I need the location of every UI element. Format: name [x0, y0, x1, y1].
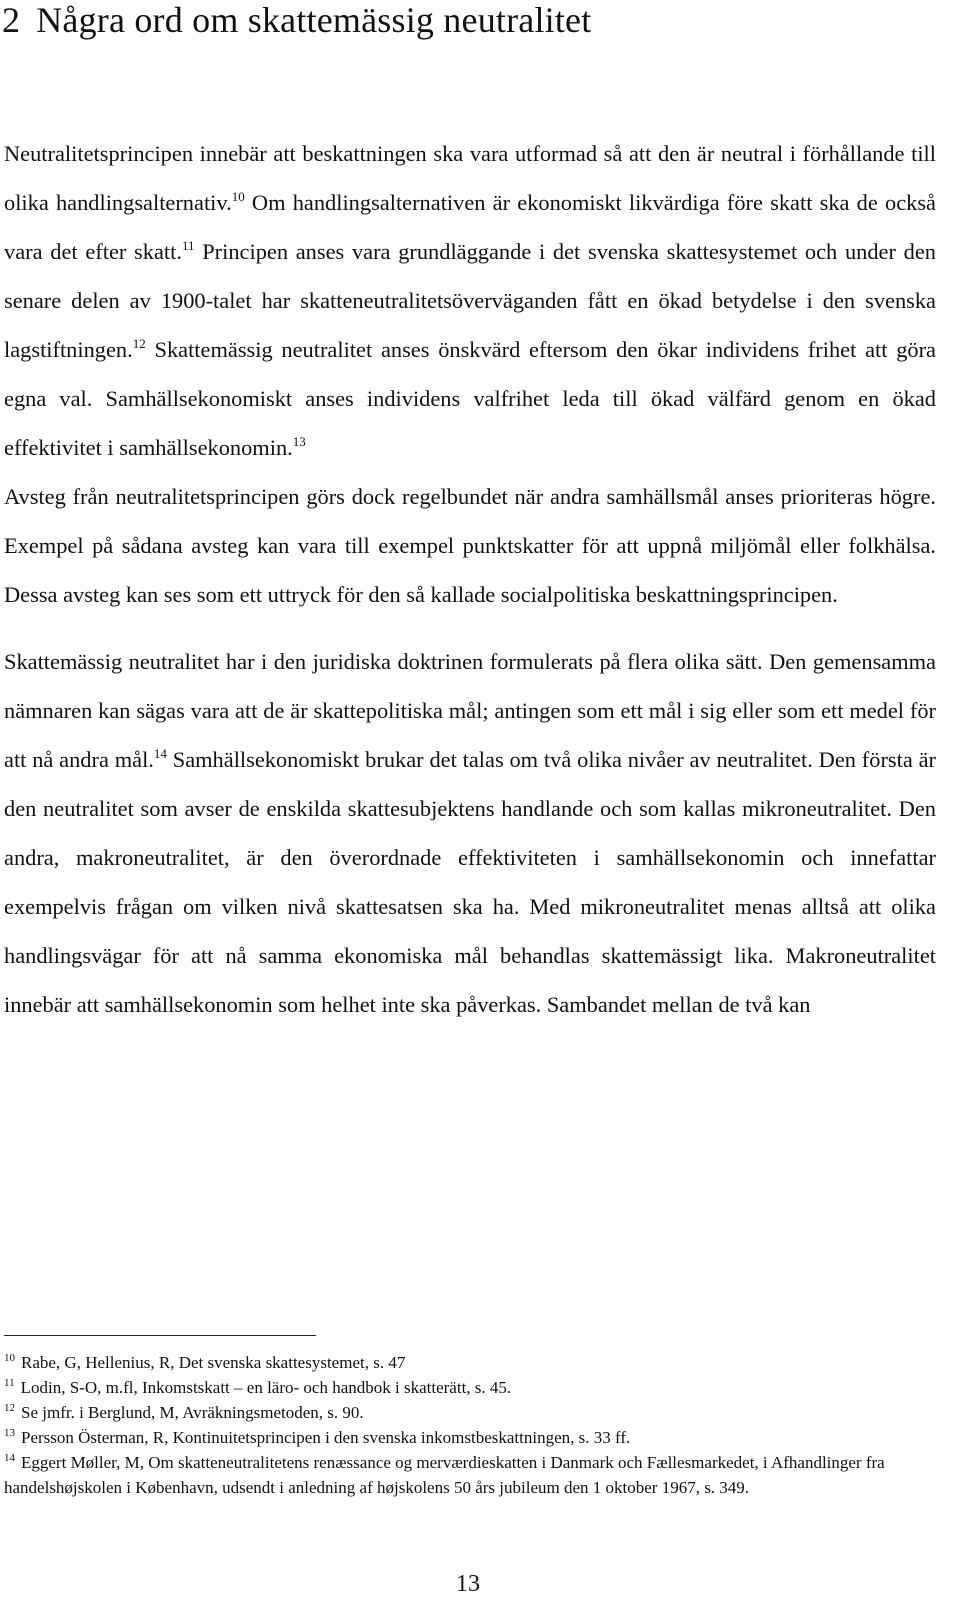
paragraph-text: Samhällsekonomiskt brukar det talas om två olika nivåer av neutralitet. Den första är den neutralitet som avser de enskilda skattesubjektens handlande och som kallas mikroneutralitet. Den andra, makroneutralitet, är den överordnade effektiviteten i samhällsekonomin och innefattar exempelvis frågan om vilken nivå skattesatsen ska ha. Med mikroneutralitet menas alltså att olika handlingsvägar för att nå samma ekonomiska mål behandlas skattemässigt lika. Makroneutralitet innebär att samhällsekonomin som helhet inte ska påverkas. Sambandet mellan de två kan: [4, 747, 937, 1017]
section-title: Några ord om skattemässig neutralitet: [36, 0, 592, 40]
section-heading: [2, 0, 591, 42]
paragraph-1: [4, 129, 936, 472]
footnote-text: Persson Österman, R, Kontinuitetsprincipen i den svenska inkomstbeskattningen, s. 33 ff.: [21, 1428, 631, 1447]
footnote-ref-12: 12: [132, 336, 146, 351]
footnote-number: 14: [4, 1452, 15, 1464]
footnote-12: [4, 1400, 934, 1425]
paragraph-text: Avsteg från neutralitetsprincipen görs dock regelbundet när andra samhällsmål anses prioriteras högre. Exempel på sådana avsteg kan vara till exempel punktskatter för att uppnå miljömål eller folkhälsa. Dessa avsteg kan ses som ett uttryck för den så kallade socialpolitiska beskattningsprincipen.: [4, 484, 936, 607]
footnote-separator: [4, 1335, 316, 1336]
footnote-text: Eggert Møller, M, Om skatteneutralitetens renæssance og merværdieskatten i Danmark och Fællesmarkedet, i Afhandlinger fra handelshøjskolen i København, udsendt i anledning af højskolens 50 års jubileum den 1 oktober 1967, s. 349.: [4, 1453, 885, 1497]
paragraph-text: Om handlingsalternativen är ekonomiskt likvärdiga före skatt ska de också vara det efter skatt.: [4, 190, 936, 264]
footnote-number: 10: [4, 1352, 15, 1364]
footnote-ref-13: 13: [292, 434, 306, 449]
paragraph-text: Neutralitetsprincipen innebär att beskattningen ska vara utformad så att den är neutral i förhållande till olika handlingsalternativ.: [4, 141, 936, 215]
paragraph-text: Skattemässig neutralitet har i den juridiska doktrinen formulerats på flera olika sätt. Den gemensamma nämnaren kan sägas vara att de är skattepolitiska mål; antingen som ett mål i sig eller som ett medel för att nå andra mål.: [4, 649, 936, 772]
footnote-13: [4, 1425, 934, 1450]
section-number: 2: [2, 0, 21, 40]
footnote-ref-10: 10: [231, 189, 245, 204]
footnote-number: 11: [4, 1377, 15, 1389]
footnote-number: 12: [4, 1402, 15, 1414]
body-text: [4, 129, 936, 1029]
footnotes: [4, 1350, 934, 1500]
footnote-text: Se jmfr. i Berglund, M, Avräkningsmetoden, s. 90.: [21, 1403, 364, 1422]
paragraph-2: [4, 472, 936, 619]
paragraph-text: Skattemässig neutralitet anses önskvärd eftersom den ökar individens frihet att göra egna val. Samhällsekonomiskt anses individens valfrihet leda till ökad välfärd genom en ökad effektivitet i samhällsekonomin.: [4, 337, 936, 460]
page-number: 13: [456, 1571, 480, 1597]
footnote-14: [4, 1450, 934, 1500]
footnote-text: Rabe, G, Hellenius, R, Det svenska skattesystemet, s. 47: [21, 1353, 406, 1372]
footnote-text: Lodin, S-O, m.fl, Inkomstskatt – en lärо- och handbok i skatterätt, s. 45.: [20, 1378, 512, 1397]
footnote-11: [4, 1375, 934, 1400]
footnote-ref-11: 11: [181, 238, 195, 253]
footnote-number: 13: [4, 1427, 15, 1439]
paragraph-3: [4, 637, 936, 1029]
paragraph-text: Principen anses vara grundläggande i det svenska skattesystemet och under den senare delen av 1900-talet har skatteneutralitetsöverväganden fått en ökad betydelse i den svenska lagstiftningen.: [4, 239, 936, 362]
footnote-ref-14: 14: [153, 746, 167, 761]
footnote-10: [4, 1350, 934, 1375]
